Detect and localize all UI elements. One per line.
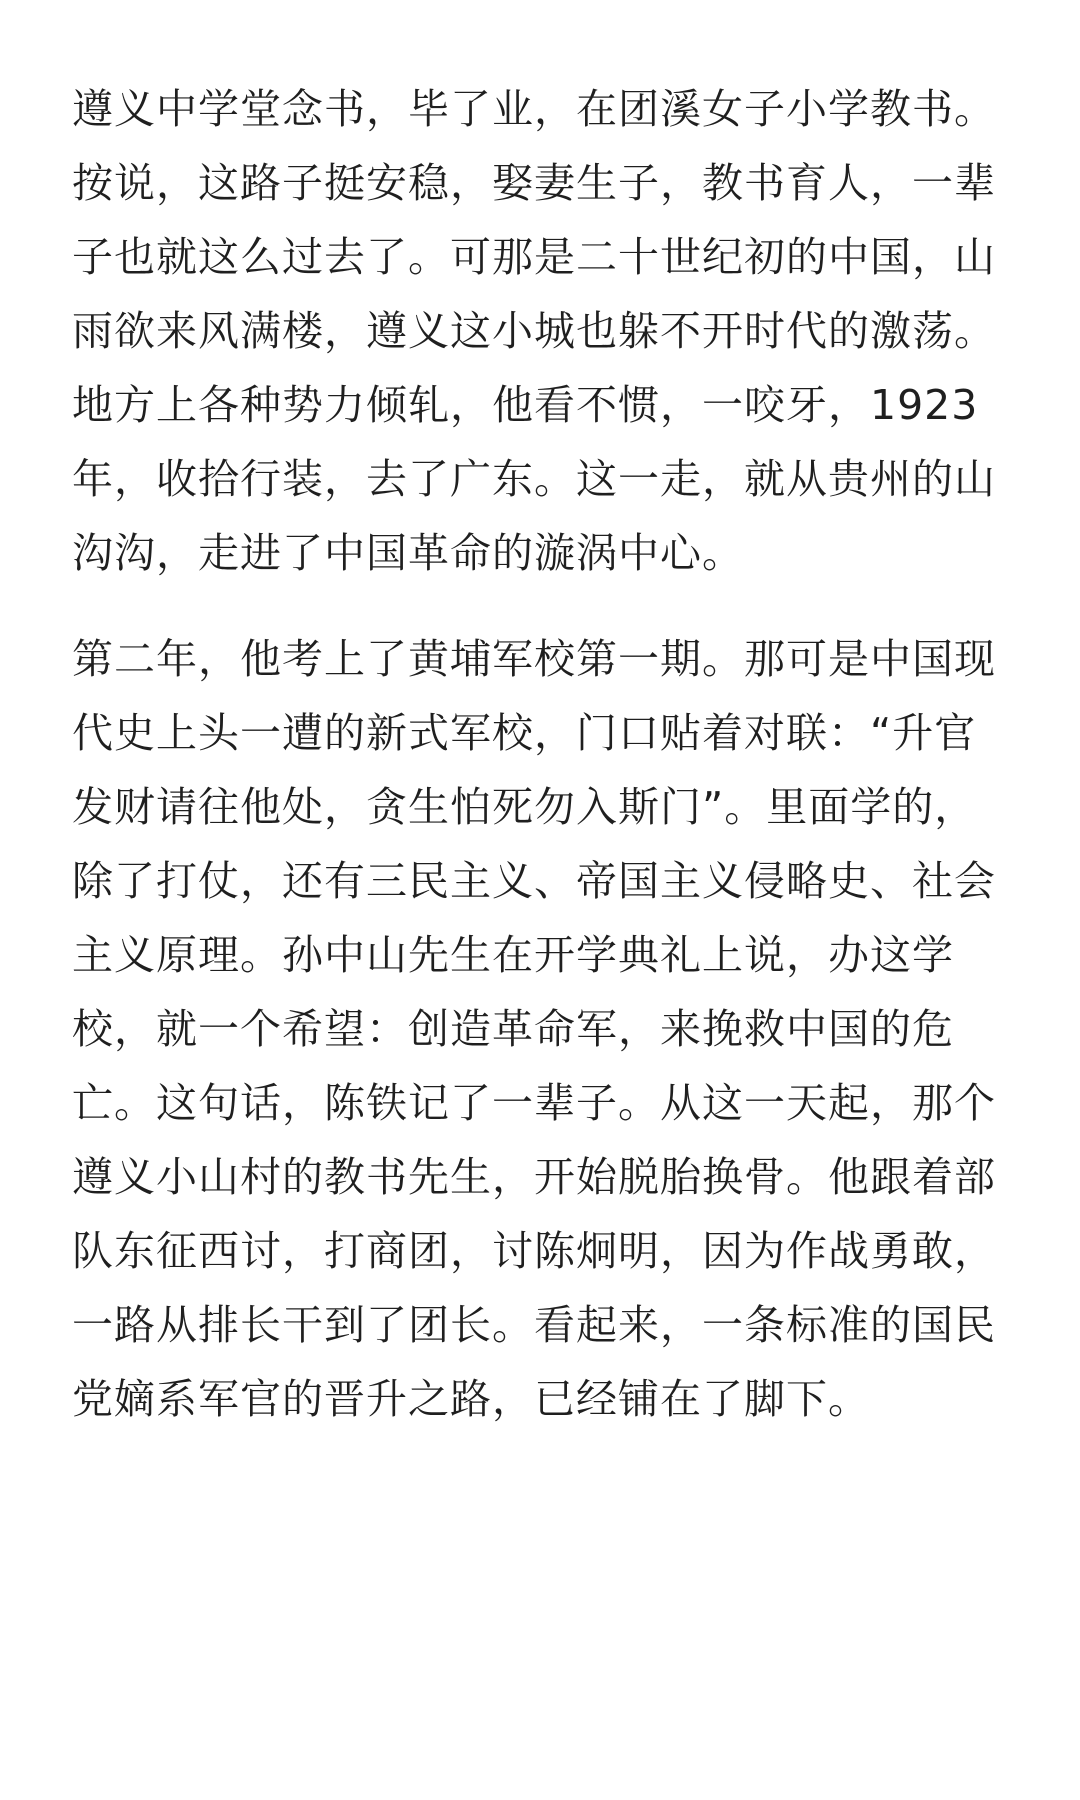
- text-line: 代史上头一遭的新式军校，门口贴着对联：“升官: [72, 709, 977, 757]
- text-line: 发财请往他处，贪生怕死勿入斯门”。里面学的，: [72, 783, 977, 831]
- text-line: 遵义中学堂念书，毕了业，在团溪女子小学教书。: [72, 85, 996, 133]
- text-line: 遵义小山村的教书先生，开始脱胎换骨。他跟着部: [72, 1153, 996, 1201]
- paragraph-2: [72, 622, 1008, 1436]
- text-line: 子也就这么过去了。可那是二十世纪初的中国，山: [72, 233, 996, 281]
- text-line: 地方上各种势力倾轧，他看不惯，一咬牙，1923: [72, 381, 979, 429]
- text-line: 第二年，他考上了黄埔军校第一期。那可是中国现: [72, 635, 996, 683]
- text-line: 一路从排长干到了团长。看起来，一条标准的国民: [72, 1301, 996, 1349]
- text-line: 校，就一个希望：创造革命军，来挽救中国的危: [72, 1005, 954, 1053]
- text-line: 年，收拾行装，去了广东。这一走，就从贵州的山: [72, 455, 996, 503]
- article-body: [72, 72, 1008, 1436]
- text-line: 队东征西讨，打商团，讨陈炯明，因为作战勇敢，: [72, 1227, 996, 1275]
- text-line: 雨欲来风满楼，遵义这小城也躲不开时代的激荡。: [72, 307, 996, 355]
- text-line: 党嫡系军官的晋升之路，已经铺在了脚下。: [72, 1375, 870, 1423]
- paragraph-1: [72, 72, 1008, 590]
- text-line: 沟沟，走进了中国革命的漩涡中心。: [72, 529, 744, 577]
- text-line: 亡。这句话，陈铁记了一辈子。从这一天起，那个: [72, 1079, 996, 1127]
- text-line: 除了打仗，还有三民主义、帝国主义侵略史、社会: [72, 857, 996, 905]
- text-line: 主义原理。孙中山先生在开学典礼上说，办这学: [72, 931, 954, 979]
- text-line: 按说，这路子挺安稳，娶妻生子，教书育人，一辈: [72, 159, 996, 207]
